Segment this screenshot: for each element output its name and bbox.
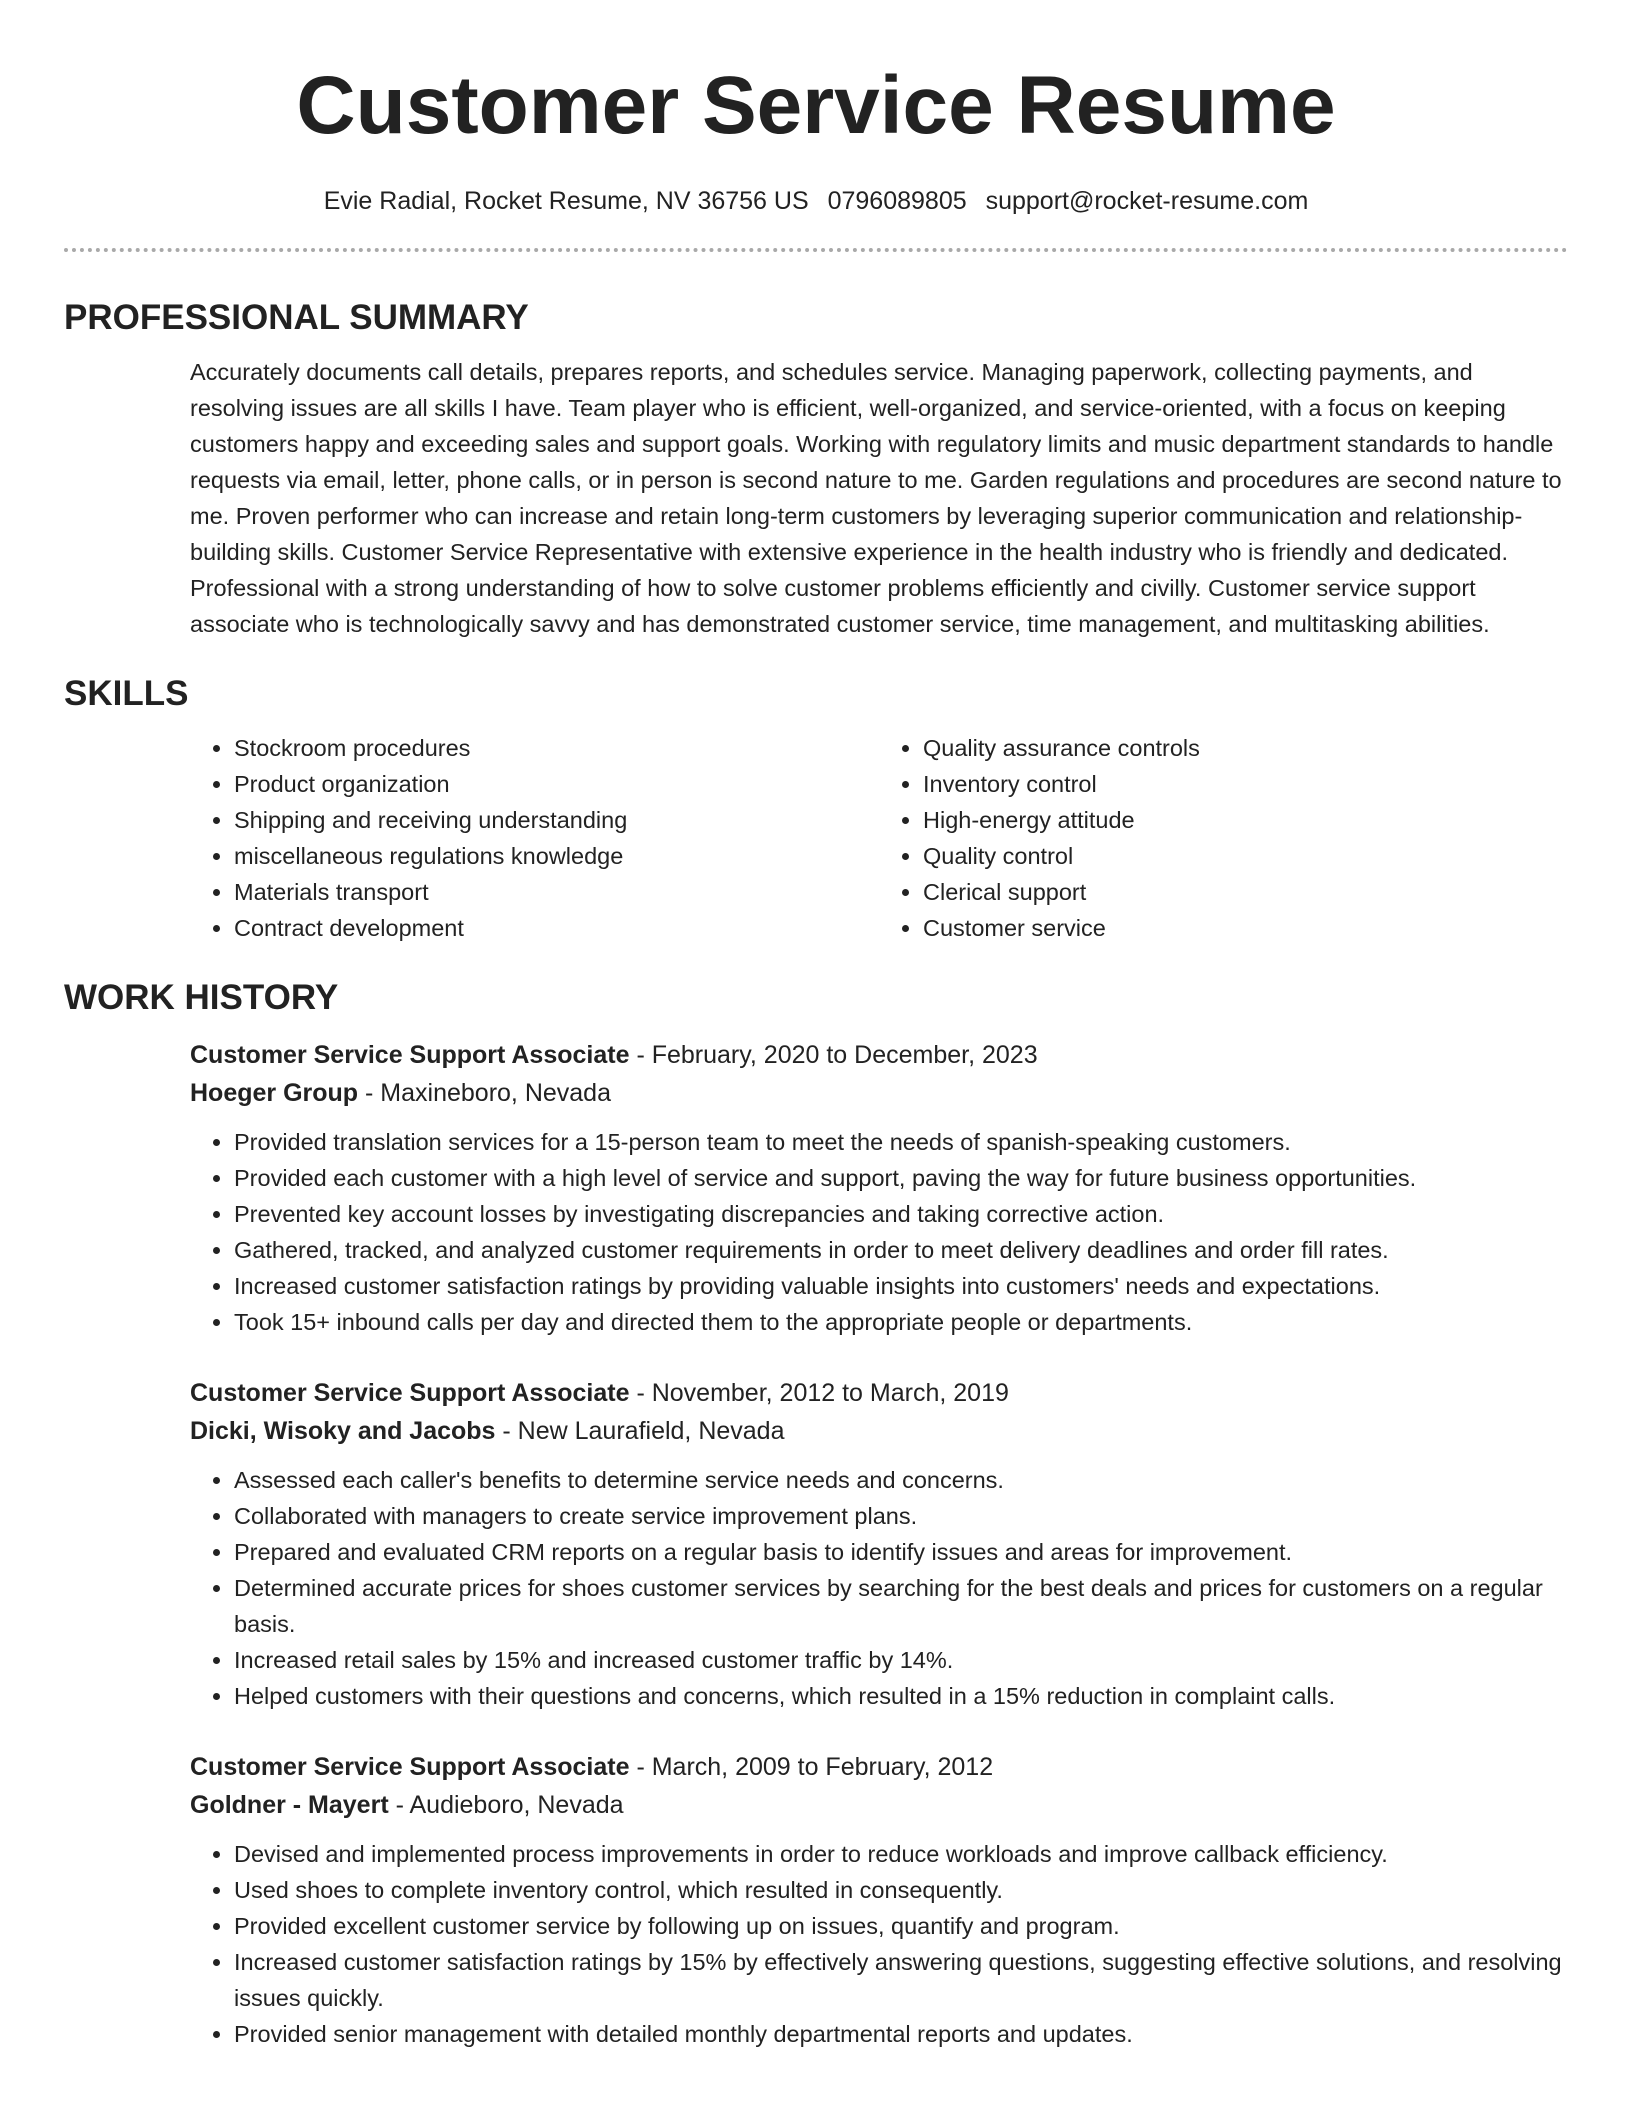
job-bullet: • Helped customers with their questions and concerns, which resulted in a 15% reduction in complaint calls. xyxy=(234,1678,1568,1714)
job-dates: - November, 2012 to March, 2019 xyxy=(629,1379,1009,1407)
job-bullet: • Used shoes to complete inventory control, which resulted in consequently. xyxy=(234,1872,1568,1908)
skill-item: • Materials transport xyxy=(234,874,879,910)
contact-phone: 0796089805 xyxy=(827,187,967,215)
job-location: - Audieboro, Nevada xyxy=(388,1791,624,1819)
job-title-line xyxy=(190,1374,1568,1412)
job-title-line xyxy=(190,1748,1568,1786)
summary-body xyxy=(190,354,1568,642)
skill-item: • High-energy attitude xyxy=(923,802,1568,838)
summary-heading: PROFESSIONAL SUMMARY xyxy=(64,298,529,337)
job-bullet: • Provided senior management with detailed monthly departmental reports and updates. xyxy=(234,2016,1568,2052)
resume-page xyxy=(64,0,1568,2086)
job-entry xyxy=(190,1748,1568,2052)
job-bullet: • Provided each customer with a high level of service and support, paving the way for future business opportunities. xyxy=(234,1160,1568,1196)
skills-columns xyxy=(190,730,1568,946)
work-body xyxy=(190,1036,1568,2052)
job-title-line xyxy=(190,1036,1568,1074)
resume-title: Customer Service Resume xyxy=(296,60,1336,151)
work-heading: WORK HISTORY xyxy=(64,978,339,1017)
job-location: - Maxineboro, Nevada xyxy=(358,1079,611,1107)
job-bullet: • Increased customer satisfaction ratings by 15% by effectively answering questions, suggesting effective solutions, and resolving issues quickly. xyxy=(234,1944,1568,2016)
job-entry xyxy=(190,1036,1568,1340)
skills-list-left xyxy=(190,730,879,946)
header-divider xyxy=(64,248,1568,252)
job-bullet: • Prevented key account losses by investigating discrepancies and taking corrective action. xyxy=(234,1196,1568,1232)
skill-item: • Shipping and receiving understanding xyxy=(234,802,879,838)
job-bullet: • Provided translation services for a 15-person team to meet the needs of spanish-speaking customers. xyxy=(234,1124,1568,1160)
job-title: Customer Service Support Associate xyxy=(190,1753,630,1781)
skill-item: • Customer service xyxy=(923,910,1568,946)
job-bullet: • Provided excellent customer service by following up on issues, quantify and program. xyxy=(234,1908,1568,1944)
job-company-line xyxy=(190,1074,1568,1112)
contact-line xyxy=(64,184,1568,218)
skill-item: • Product organization xyxy=(234,766,879,802)
job-bullet: • Prepared and evaluated CRM reports on a regular basis to identify issues and areas for improvement. xyxy=(234,1534,1568,1570)
summary-text: Accurately documents call details, prepares reports, and schedules service. Managing paperwork, collecting payments, and resolving issues are all skills I have. Team player who is efficient, well-organized, and service-oriented, with a focus on keeping customers happy and exceeding sales and support goals. Working with regulatory limits and music department standards to handle requests via email, letter, phone calls, or in person is second nature to me. Garden regulations and procedures are second nature to me. Proven performer who can increase and retain long-term customers by leveraging superior communication and relationship-building skills. Customer Service Representative with extensive experience in the health industry who is friendly and dedicated. Professional with a strong understanding of how to solve customer problems efficiently and civilly. Customer service support associate who is technologically savvy and has demonstrated customer service, time management, and multitasking abilities. xyxy=(190,359,1562,637)
job-bullets xyxy=(190,1836,1568,2052)
job-dates: - February, 2020 to December, 2023 xyxy=(629,1041,1038,1069)
skills-list-right xyxy=(879,730,1568,946)
summary-section xyxy=(64,296,1568,642)
job-company: Hoeger Group xyxy=(190,1079,359,1107)
job-bullet: • Took 15+ inbound calls per day and directed them to the appropriate people or departments. xyxy=(234,1304,1568,1340)
job-company: Goldner - Mayert xyxy=(190,1791,389,1819)
job-bullet: • Devised and implemented process improvements in order to reduce workloads and improve callback efficiency. xyxy=(234,1836,1568,1872)
job-company-line xyxy=(190,1412,1568,1450)
job-bullet: • Increased customer satisfaction ratings by providing valuable insights into customers' needs and expectations. xyxy=(234,1268,1568,1304)
skill-item: • Stockroom procedures xyxy=(234,730,879,766)
job-title: Customer Service Support Associate xyxy=(190,1379,630,1407)
skill-item: • Quality control xyxy=(923,838,1568,874)
contact-email: support@rocket-resume.com xyxy=(985,187,1309,215)
skill-item: • Clerical support xyxy=(923,874,1568,910)
job-bullet: • Collaborated with managers to create service improvement plans. xyxy=(234,1498,1568,1534)
skill-item: • Quality assurance controls xyxy=(923,730,1568,766)
job-entry xyxy=(190,1374,1568,1714)
job-bullet: • Increased retail sales by 15% and increased customer traffic by 14%. xyxy=(234,1642,1568,1678)
job-bullet: • Determined accurate prices for shoes customer services by searching for the best deals and prices for customers on a regular basis. xyxy=(234,1570,1568,1642)
contact-address: Evie Radial, Rocket Resume, NV 36756 US xyxy=(323,187,809,215)
skill-item: • Contract development xyxy=(234,910,879,946)
skills-section xyxy=(64,672,1568,946)
job-company: Dicki, Wisoky and Jacobs xyxy=(190,1417,496,1445)
job-bullet: • Assessed each caller's benefits to determine service needs and concerns. xyxy=(234,1462,1568,1498)
job-dates: - March, 2009 to February, 2012 xyxy=(629,1753,994,1781)
job-title: Customer Service Support Associate xyxy=(190,1041,630,1069)
job-bullet: • Gathered, tracked, and analyzed customer requirements in order to meet delivery deadlines and order fill rates. xyxy=(234,1232,1568,1268)
job-bullets xyxy=(190,1124,1568,1340)
work-section xyxy=(64,976,1568,2052)
job-location: - New Laurafield, Nevada xyxy=(495,1417,785,1445)
skill-item: • Inventory control xyxy=(923,766,1568,802)
job-company-line xyxy=(190,1786,1568,1824)
job-bullets xyxy=(190,1462,1568,1714)
skill-item: • miscellaneous regulations knowledge xyxy=(234,838,879,874)
skills-heading: SKILLS xyxy=(64,674,189,713)
